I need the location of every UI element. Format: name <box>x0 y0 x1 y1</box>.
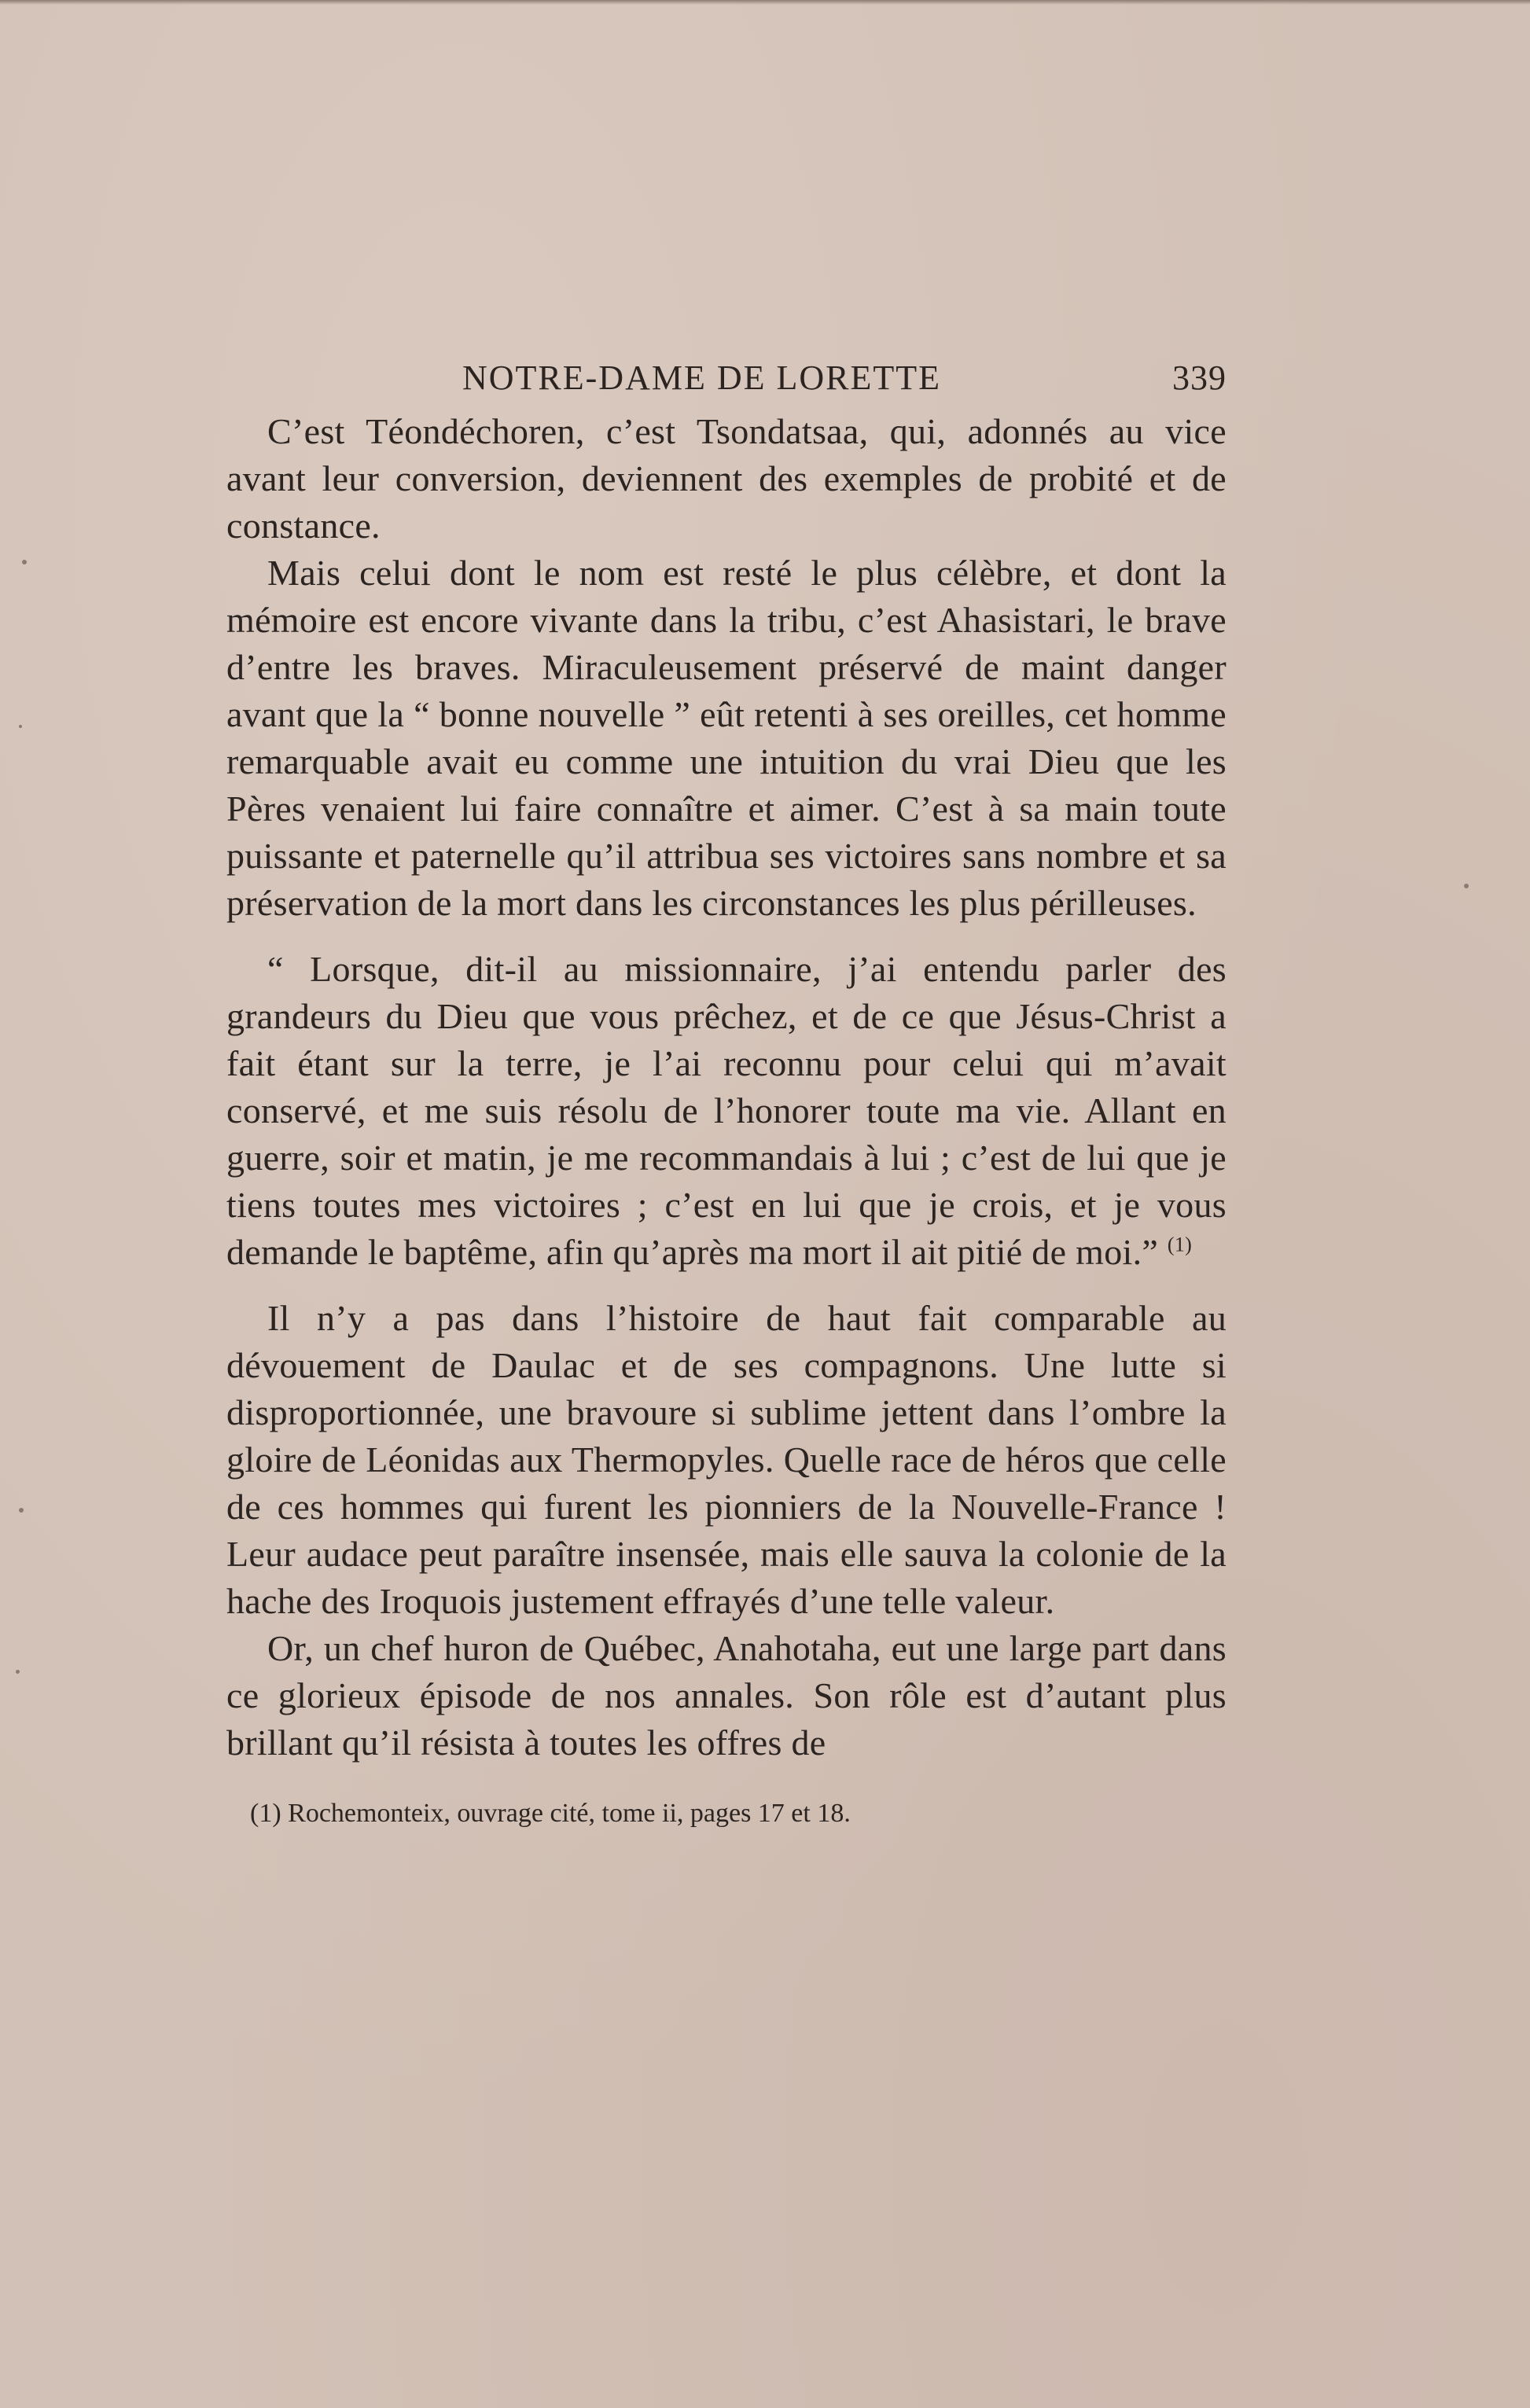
page-top-edge <box>0 0 1530 5</box>
footnote: (1) Rochemonteix, ouvrage cité, tome ii, pages 17 et 18. <box>250 1799 851 1828</box>
book-page <box>226 358 1227 1831</box>
quotation-text: “ Lorsque, dit-il au missionnaire, j’ai entendu parler des grandeurs du Dieu que vous prêchez, et de ce que Jésus-Christ a fait étant sur la terre, je l’ai reconnu pour celui qui m’avait conservé, et me suis résolu de l’honorer toute ma vie. Allant en guerre, soir et matin, je me recommandais à lui ; c’est de lui que je tiens toutes mes victoires ; c’est en lui que je crois, et je vous demande le baptême, afin qu’après ma mort il ait pitié de moi.” <box>226 949 1227 1272</box>
running-title: NOTRE-DAME DE LORETTE <box>462 358 942 397</box>
footnote-reference: (1) <box>1167 1233 1193 1256</box>
paper-speck <box>16 1670 20 1674</box>
paragraph: Or, un chef huron de Québec, Anahotaha, eut une large part dans ce glorieux épisode de nos annales. Son rôle est d’autant plus brillant qu’il résista à toutes les offres de <box>226 1628 1227 1763</box>
paper-speck <box>19 1508 24 1513</box>
body-text <box>226 408 1227 1766</box>
page-number: 339 <box>1172 358 1227 397</box>
paper-speck <box>19 725 22 728</box>
running-head <box>226 358 1227 408</box>
paragraph: C’est Téondéchoren, c’est Tsondatsaa, qui, adonnés au vice avant leur conversion, deviennent des exemples de probité et de constance. <box>226 411 1227 546</box>
quotation-paragraph <box>226 946 1227 1276</box>
paper-speck <box>22 560 27 564</box>
paragraph: Mais celui dont le nom est resté le plus célèbre, et dont la mémoire est encore vivante dans la tribu, c’est Ahasistari, le brave d’entre les braves. Miraculeusement préservé de maint danger avant que la “ bonne nouvelle ” eût retenti à ses oreilles, cet homme remarquable avait eu comme une intuition du vrai Dieu que les Pères venaient lui faire connaître et aimer. C’est à sa main toute puissante et paternelle qu’il attribua ses victoires sans nombre et sa préservation de la mort dans les circonstances les plus périlleuses. <box>226 553 1227 923</box>
paper-speck <box>1464 884 1469 888</box>
paragraph: Il n’y a pas dans l’histoire de haut fait comparable au dévouement de Daulac et de ses compagnons. Une lutte si disproportionnée, une bravoure si sublime jettent dans l’ombre la gloire de Léonidas aux Thermopyles. Quelle race de héros que celle de ces hommes qui furent les pionniers de la Nouvelle-France ! Leur audace peut paraître insensée, mais elle sauva la colonie de la hache des Iroquois justement effrayés d’une telle valeur. <box>226 1298 1227 1621</box>
